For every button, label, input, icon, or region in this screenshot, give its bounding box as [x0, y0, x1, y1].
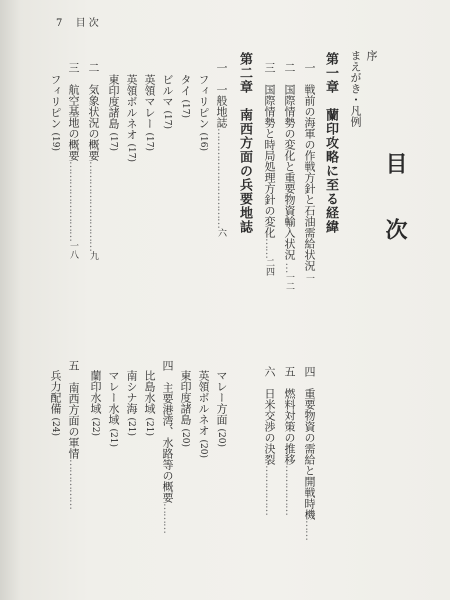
sub-item: 兵力配備 (24)	[49, 370, 62, 436]
chapter-2-heading: 第二章 南西方面の兵要地誌	[237, 52, 252, 234]
running-title: 目 次	[75, 18, 99, 29]
running-header	[56, 14, 109, 29]
page-edge-shadow	[0, 0, 20, 600]
toc-entry-1-4: 四 重要物資の需給と開戦時機……	[303, 366, 316, 540]
sub-item: ビルマ (17)	[161, 74, 174, 129]
sub-item: 南シナ海 (21)	[125, 370, 138, 436]
sub-item: 東印度諸島 (20)	[179, 370, 192, 447]
page-number: 7	[56, 18, 63, 29]
sub-item: 東印度諸島 (17)	[107, 74, 120, 151]
toc-entry-1-2: 二 国際情勢の変化と重要物資輸入状況 …一二	[283, 62, 296, 291]
sub-item: 蘭印水域 (22)	[89, 370, 102, 436]
sub-item: マレー水域 (21)	[107, 370, 120, 447]
sub-item: マレー方面 (20)	[215, 370, 228, 447]
page-title: 目次	[382, 152, 408, 284]
toc-entry-2-1: 一 一般地誌…………………………六	[215, 62, 228, 237]
sub-item: 英領ボルネオ (17)	[125, 74, 138, 162]
toc-entry-2-5: 五 南西方面の軍情……………	[67, 360, 80, 509]
sub-item: 英領マレー (17)	[143, 74, 156, 151]
sub-item: フィリピン (16)	[197, 74, 210, 151]
toc-entry-2-4: 四 主要港湾、水路等の概要………	[161, 360, 174, 533]
sub-item: 比島水域 (21)	[143, 370, 156, 436]
sub-item: フィリピン (19)	[49, 74, 62, 151]
toc-entry-1-5: 五 燃料対策の推移……………	[283, 366, 296, 515]
toc-entry-1-1: 一 戦前の海軍の作戦方針と石油需給状況 一	[303, 62, 316, 283]
chapter-1-heading: 第一章 蘭印攻略に至る経緯	[323, 52, 338, 234]
toc-entry-2-3: 三 航空基地の概要……………………一八	[67, 62, 80, 259]
intro-entry: まえがき・凡例	[349, 50, 362, 127]
toc-entry-1-3: 三 国際情勢と時局処理方針の変化……二四	[263, 62, 276, 276]
preface-entry: 序	[365, 50, 378, 61]
toc-entry-1-6: 六 日米交渉の決裂……………	[263, 366, 276, 515]
sub-item: 英領ボルネオ (20)	[197, 370, 210, 458]
toc-entry-2-2: 二 気象状況の概要………………………九	[87, 62, 100, 260]
sub-item: タイ (17)	[179, 74, 192, 118]
